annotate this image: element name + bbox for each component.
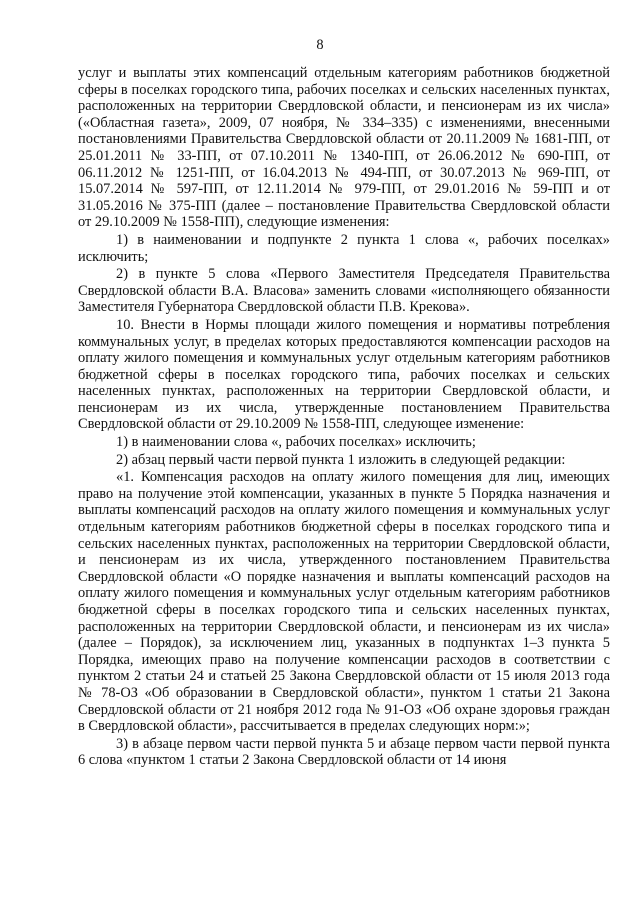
paragraph: 1) в наименовании слова «, рабочих поселках» исключить; xyxy=(116,434,476,451)
page-number: 8 xyxy=(316,37,324,53)
paragraph: 10. Внести в Нормы площади жилого помещения и нормативы потребления коммунальных услуг, в пределах которых предоставляются компенсации расходов на оплату жилого помещения и коммунальных услуг отдельным категориям работников бюджетной сферы в поселках городского типа, рабочих поселках и сельских населенных пунктах, расположенных на территории Свердловской области, и пенсионерам из их числа, утвержденные постановлением Правительства Свердловской области от 29.10.2009 № 1558-ПП, следующее изменение: xyxy=(78,316,610,433)
paragraph: 2) абзац первый части первой пункта 1 изложить в следующей редакции: xyxy=(116,451,566,468)
document-body xyxy=(78,65,610,770)
paragraph: 1) в наименовании и подпункте 2 пункта 1 слова «, рабочих поселках» исключить; xyxy=(78,231,610,265)
paragraph: «1. Компенсация расходов на оплату жилого помещения для лиц, имеющих право на получение этой компенсации, указанных в пункте 5 Порядка назначения и выплаты компенсаций расходов на оплату жилого помещения и коммунальных услуг отдельным категориям работников бюджетной сферы в поселках городского типа и сельских населенных пунктах, расположенных на территории Свердловской области, и пенсионерам из их числа, утвержденного постановлением Правительства Свердловской области «О порядке назначения и выплаты компенсаций расходов на оплату жилого помещения и коммунальных услуг отдельным категориям работников бюджетной сферы в поселках городского типа и сельских населенных пунктах, расположенных на территории Свердловской области, и пенсионерам из их числа» (далее – Порядок), за исключением лиц, указанных в подпунктах 1–3 пункта 5 Порядка, имеющих право на получение компенсации расходов в соответствии с пунктом 2 статьи 24 и статьей 25 Закона Свердловской области от 15 июля 2013 года № 78-ОЗ «Об образовании в Свердловской области», пунктом 1 статьи 21 Закона Свердловской области от 21 ноября 2012 года № 91-ОЗ «Об охране здоровья граждан в Свердловской области», рассчитывается в пределах следующих норм:»; xyxy=(78,469,610,735)
paragraph: 3) в абзаце первом части первой пункта 5 и абзаце первом части первой пункта 6 слова «пунктом 1 статьи 2 Закона Свердловской области от 14 июня xyxy=(78,735,610,769)
paragraph: услуг и выплаты этих компенсаций отдельным категориям работников бюджетной сферы в поселках городского типа, рабочих поселках и сельских населенных пунктах, расположенных на территории Свердловской области, и пенсионерам из их числа» («Областная газета», 2009, 07 ноября, № 334–335) с изменениями, внесенными постановлениями Правительства Свердловской области от 20.11.2009 № 1681-ПП, от 25.01.2011 № 33-ПП, от 07.10.2011 № 1340-ПП, от 26.06.2012 № 690-ПП, от 06.11.2012 № 1251-ПП, от 16.04.2013 № 494-ПП, от 30.07.2013 № 969-ПП, от 15.07.2014 № 597-ПП, от 12.11.2014 № 979-ПП, от 29.01.2016 № 59-ПП и от 31.05.2016 № 375-ПП (далее – постановление Правительства Свердловской области от 29.10.2009 № 1558-ПП), следующие изменения: xyxy=(78,65,610,231)
paragraph: 2) в пункте 5 слова «Первого Заместителя Председателя Правительства Свердловской области В.А. Власова» заменить словами «исполняющего обязанности Заместителя Губернатора Свердловской области П.В. Крекова». xyxy=(78,266,610,316)
